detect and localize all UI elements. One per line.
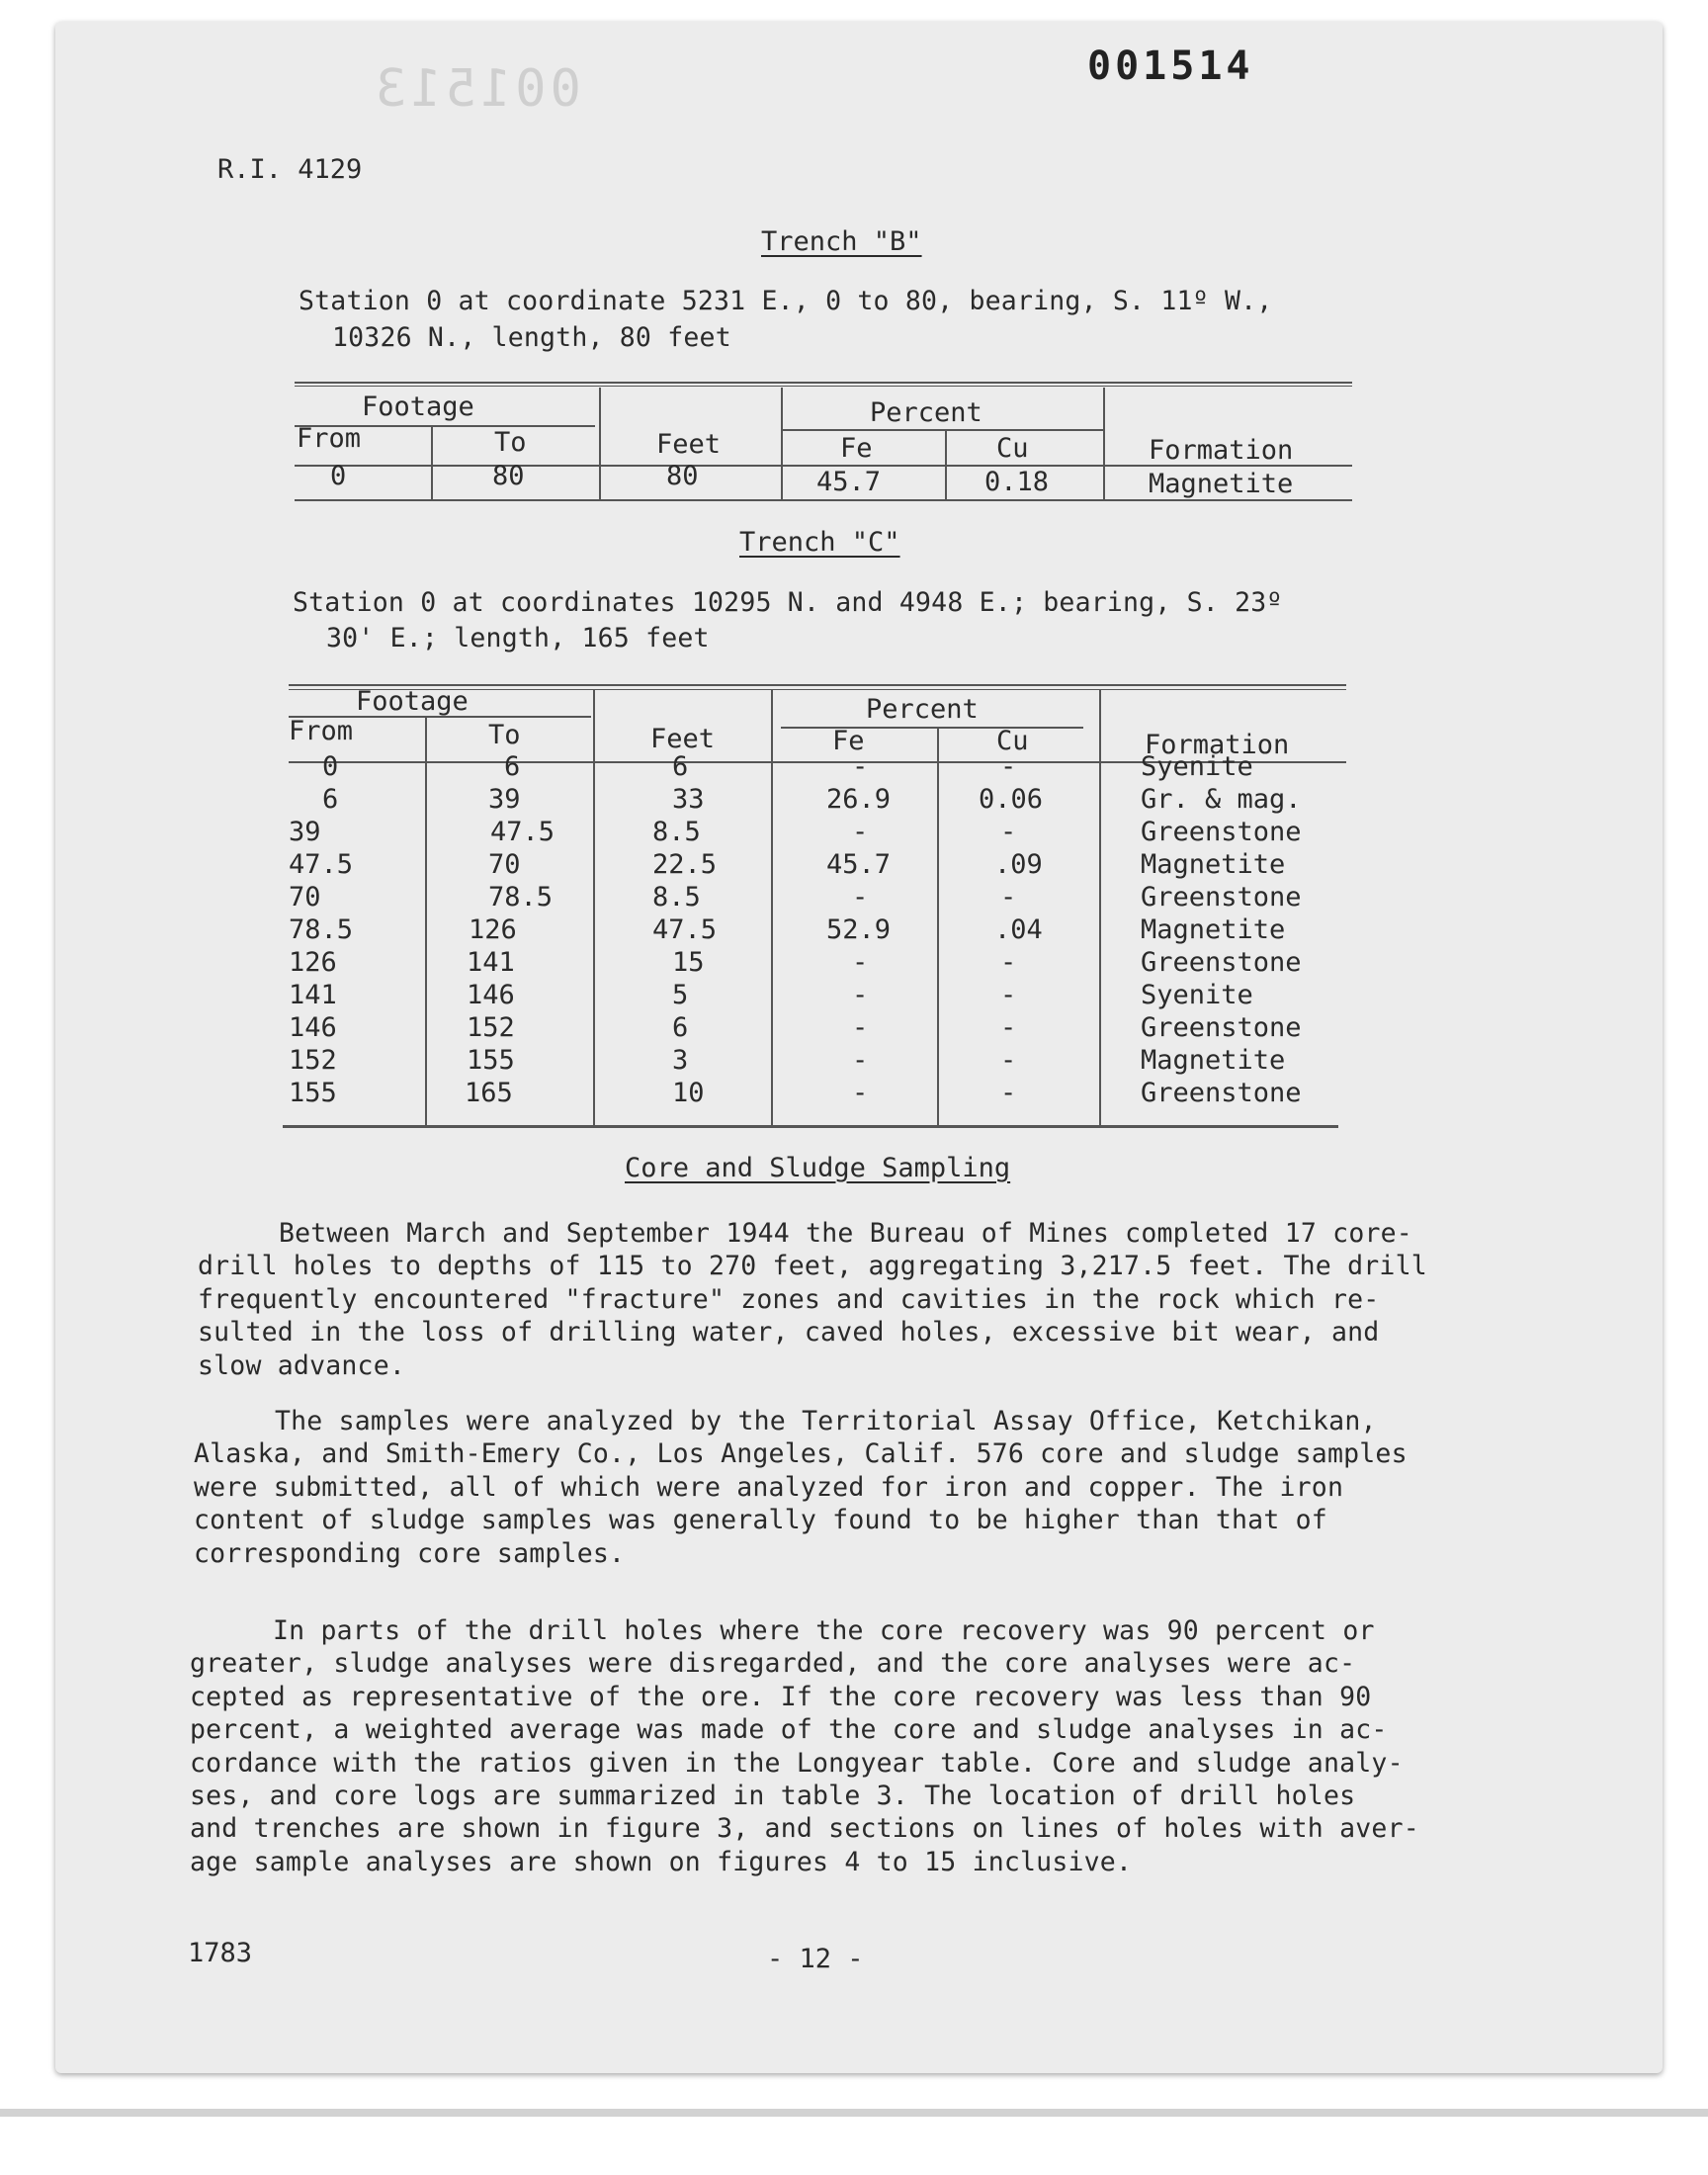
report-id: R.I. 4129 bbox=[217, 154, 363, 185]
percent-header: Percent bbox=[870, 397, 982, 428]
to-header: To bbox=[494, 427, 527, 458]
table-cell-to: 70 bbox=[488, 849, 521, 880]
fe-header: Fe bbox=[840, 433, 873, 464]
table-cell-formation: Gr. & mag. bbox=[1141, 784, 1302, 815]
table-cell-to: 78.5 bbox=[488, 882, 554, 913]
table-cell-formation: Greenstone bbox=[1141, 1012, 1302, 1043]
table-cell-from: 70 bbox=[289, 882, 321, 913]
scanner-edge bbox=[0, 2109, 1708, 2117]
table-cell-fe: - bbox=[852, 980, 869, 1010]
trench-c-station-line: Station 0 at coordinates 10295 N. and 4948 E.; bearing, S. 23º bbox=[293, 587, 1283, 618]
trench-b-heading: Trench "B" bbox=[761, 226, 922, 257]
table-cell-to: 47.5 bbox=[490, 817, 555, 847]
table-cell-from: 39 bbox=[289, 817, 321, 847]
fe-header: Fe bbox=[832, 726, 865, 756]
paragraph-line: percent, a weighted average was made of the core and sludge analyses in ac- bbox=[190, 1714, 1388, 1746]
table-cell-to: 155 bbox=[467, 1045, 515, 1076]
table-cell-to: 126 bbox=[469, 914, 517, 945]
paragraph-line: frequently encountered "fracture" zones and cavities in the rock which re- bbox=[198, 1283, 1380, 1315]
table-cell-formation: Greenstone bbox=[1141, 947, 1302, 978]
table-cell-to: 39 bbox=[488, 784, 521, 815]
table-cell-fe: 26.9 bbox=[826, 784, 892, 815]
paragraph-line: corresponding core samples. bbox=[194, 1537, 626, 1569]
table-cell-from: 152 bbox=[289, 1045, 337, 1076]
table-cell-from: 0 bbox=[322, 751, 339, 782]
table-cell-cu: 0.18 bbox=[984, 467, 1050, 497]
table-cell-to: 80 bbox=[492, 461, 525, 491]
table-cell-cu: - bbox=[1000, 980, 1017, 1010]
table-cell-feet: 5 bbox=[672, 980, 689, 1010]
table-cell-fe: 52.9 bbox=[826, 914, 892, 945]
table-cell-cu: - bbox=[1000, 1012, 1017, 1043]
footage-header: Footage bbox=[362, 392, 474, 422]
bleed-through-number: 001513 bbox=[372, 59, 581, 119]
paragraph-line: content of sludge samples was generally found to be higher than that of bbox=[194, 1505, 1327, 1536]
table-cell-formation: Greenstone bbox=[1141, 882, 1302, 913]
table-cell-feet: 22.5 bbox=[652, 849, 718, 880]
table-cell-cu: - bbox=[1000, 1045, 1017, 1076]
table-cell-feet: 80 bbox=[666, 461, 699, 491]
formation-header: Formation bbox=[1145, 730, 1290, 760]
trench-c-station-line: 30' E.; length, 165 feet bbox=[326, 623, 710, 653]
paragraph-line: slow advance. bbox=[198, 1349, 406, 1381]
percent-header: Percent bbox=[866, 694, 979, 725]
paragraph-line: ses, and core logs are summarized in table 3. The location of drill holes bbox=[190, 1781, 1356, 1811]
table-cell-from: 155 bbox=[289, 1078, 337, 1108]
table-cell-feet: 3 bbox=[672, 1045, 689, 1076]
paragraph-line: The samples were analyzed by the Territorial Assay Office, Ketchikan, bbox=[275, 1406, 1377, 1436]
table-cell-feet: 47.5 bbox=[652, 914, 718, 945]
trench-b-station-line: 10326 N., length, 80 feet bbox=[332, 322, 731, 353]
table-cell-to: 165 bbox=[465, 1078, 513, 1108]
table-cell-from: 141 bbox=[289, 980, 337, 1010]
table-cell-feet: 33 bbox=[672, 784, 705, 815]
table-cell-cu: - bbox=[1000, 882, 1017, 913]
table-cell-to: 141 bbox=[467, 947, 515, 978]
table-cell-from: 126 bbox=[289, 947, 337, 978]
from-header: From bbox=[289, 716, 354, 746]
paragraph-line: drill holes to depths of 115 to 270 feet, aggregating 3,217.5 feet. The drill bbox=[198, 1251, 1427, 1282]
feet-header: Feet bbox=[650, 724, 716, 754]
paragraph-line: sulted in the loss of drilling water, caved holes, excessive bit wear, and bbox=[198, 1317, 1380, 1348]
paragraph-line: age sample analyses are shown on figures 4 to 15 inclusive. bbox=[190, 1846, 1133, 1877]
table-cell-fe: 45.7 bbox=[816, 467, 882, 497]
table-cell-to: 152 bbox=[467, 1012, 515, 1043]
paragraph-line: greater, sludge analyses were disregarded, and the core analyses were ac- bbox=[190, 1648, 1356, 1680]
table-cell-from: 47.5 bbox=[289, 849, 354, 880]
table-cell-fe: - bbox=[852, 751, 869, 782]
feet-header: Feet bbox=[656, 429, 722, 460]
footer-number: 1783 bbox=[188, 1938, 253, 1968]
table-cell-formation: Magnetite bbox=[1149, 469, 1294, 499]
table-cell-from: 78.5 bbox=[289, 914, 354, 945]
table-cell-cu: .04 bbox=[994, 914, 1043, 945]
paragraph-line: In parts of the drill holes where the core recovery was 90 percent or bbox=[273, 1615, 1375, 1646]
paragraph-line: were submitted, all of which were analyzed for iron and copper. The iron bbox=[194, 1471, 1344, 1503]
table-cell-fe: - bbox=[852, 817, 869, 847]
table-cell-formation: Magnetite bbox=[1141, 914, 1286, 945]
table-cell-formation: Syenite bbox=[1141, 980, 1253, 1010]
table-cell-formation: Greenstone bbox=[1141, 817, 1302, 847]
footage-header: Footage bbox=[356, 686, 469, 717]
table-cell-cu: - bbox=[1000, 751, 1017, 782]
paragraph-line: cepted as representative of the ore. If the core recovery was less than 90 bbox=[190, 1681, 1372, 1712]
table-cell-to: 146 bbox=[467, 980, 515, 1010]
table-cell-formation: Magnetite bbox=[1141, 1045, 1286, 1076]
table-cell-formation: Greenstone bbox=[1141, 1078, 1302, 1108]
table-cell-cu: - bbox=[1000, 817, 1017, 847]
table-cell-to: 6 bbox=[504, 751, 521, 782]
table-cell-fe: - bbox=[852, 1012, 869, 1043]
table-cell-from: 0 bbox=[330, 461, 347, 491]
cu-header: Cu bbox=[996, 433, 1029, 464]
paragraph-line: and trenches are shown in figure 3, and sections on lines of holes with aver- bbox=[190, 1813, 1419, 1845]
table-cell-feet: 10 bbox=[672, 1078, 705, 1108]
table-cell-feet: 6 bbox=[672, 751, 689, 782]
core-section-heading: Core and Sludge Sampling bbox=[625, 1153, 1011, 1183]
table-cell-feet: 6 bbox=[672, 1012, 689, 1043]
table-cell-feet: 8.5 bbox=[652, 817, 701, 847]
from-header: From bbox=[297, 423, 362, 454]
table-cell-feet: 15 bbox=[672, 947, 705, 978]
table-cell-from: 6 bbox=[322, 784, 339, 815]
table-cell-fe: - bbox=[852, 1078, 869, 1108]
paragraph-line: cordance with the ratios given in the Longyear table. Core and sludge analy- bbox=[190, 1747, 1404, 1779]
table-cell-from: 146 bbox=[289, 1012, 337, 1043]
table-cell-fe: 45.7 bbox=[826, 849, 892, 880]
table-cell-cu: - bbox=[1000, 1078, 1017, 1108]
page-number: - 12 - bbox=[767, 1944, 864, 1974]
trench-c-heading: Trench "C" bbox=[739, 527, 900, 558]
table-cell-cu: - bbox=[1000, 947, 1017, 978]
paragraph-line: Between March and September 1944 the Bureau of Mines completed 17 core- bbox=[279, 1218, 1412, 1249]
cu-header: Cu bbox=[996, 726, 1029, 756]
paragraph-line: Alaska, and Smith-Emery Co., Los Angeles, Calif. 576 core and sludge samples bbox=[194, 1438, 1408, 1470]
trench-b-station-line: Station 0 at coordinate 5231 E., 0 to 80, bearing, S. 11º W., bbox=[299, 286, 1273, 316]
table-cell-fe: - bbox=[852, 882, 869, 913]
formation-header: Formation bbox=[1149, 435, 1294, 466]
table-cell-cu: 0.06 bbox=[979, 784, 1044, 815]
table-cell-formation: Magnetite bbox=[1141, 849, 1286, 880]
to-header: To bbox=[488, 720, 521, 750]
table-cell-cu: .09 bbox=[994, 849, 1043, 880]
table-cell-fe: - bbox=[852, 947, 869, 978]
table-cell-formation: Syenite bbox=[1141, 751, 1253, 782]
document-number: 001514 bbox=[1087, 44, 1254, 89]
table-cell-fe: - bbox=[852, 1045, 869, 1076]
table-cell-feet: 8.5 bbox=[652, 882, 701, 913]
